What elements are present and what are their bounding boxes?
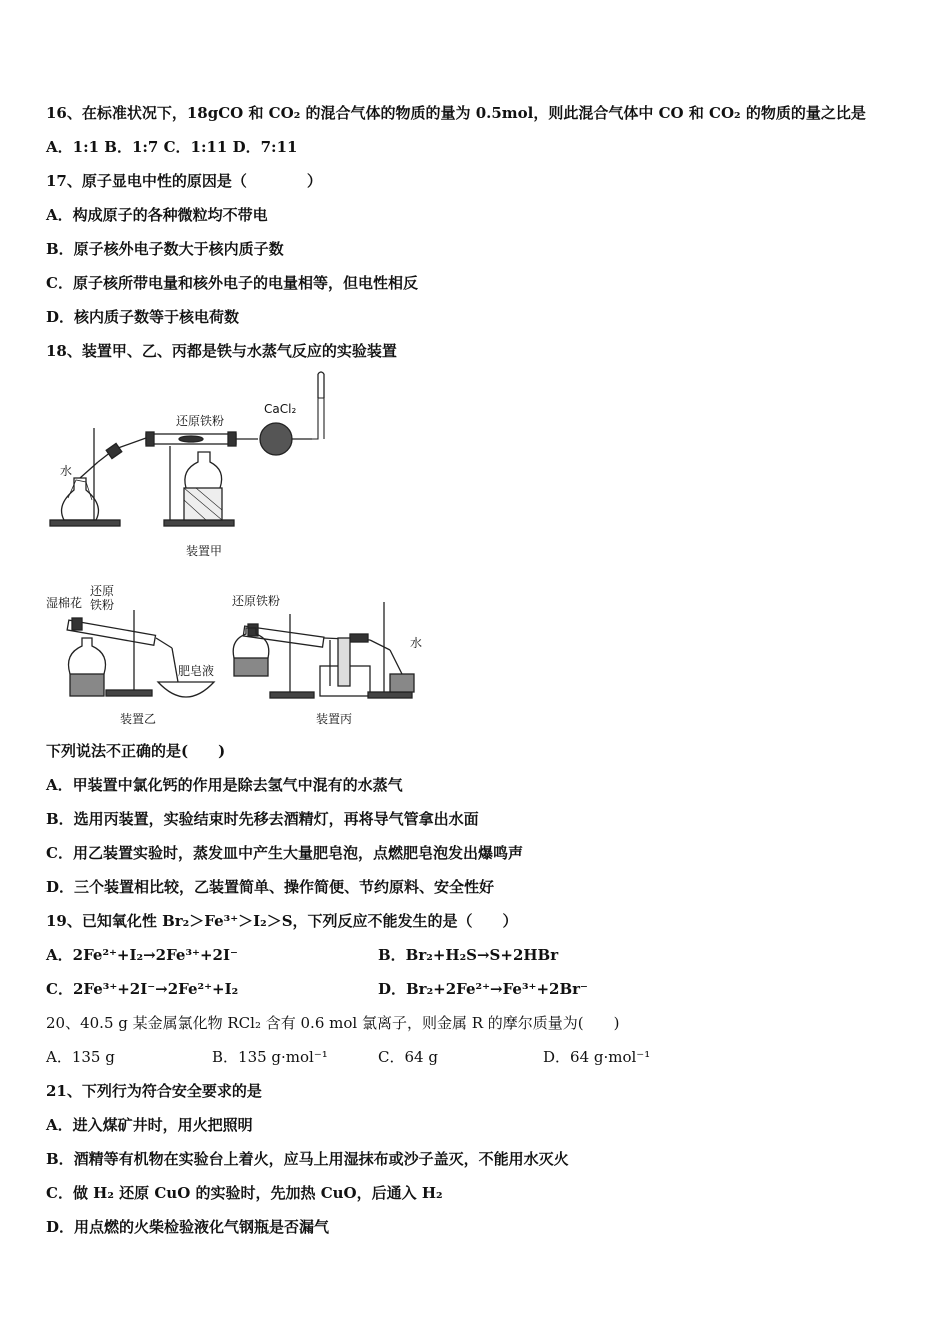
q21-stem: 21、下列行为符合安全要求的是 bbox=[46, 1082, 262, 1100]
q21-option-d: D．用点燃的火柴检验液化气钢瓶是否漏气 bbox=[46, 1218, 330, 1236]
q19-option-d: D．Br₂+2Fe²⁺→Fe³⁺+2Br⁻ bbox=[378, 980, 588, 998]
label-iron-yi-1: 还原 bbox=[90, 584, 115, 598]
q17-stem: 17、原子显电中性的原因是（ ） bbox=[46, 172, 322, 190]
q18-stem: 18、装置甲、乙、丙都是铁与水蒸气反应的实验装置 bbox=[46, 342, 397, 360]
q20-option-b: B．135 g·mol⁻¹ bbox=[212, 1048, 328, 1066]
q20-option-a: A．135 g bbox=[46, 1048, 115, 1066]
q20-stem: 20、40.5 g 某金属氯化物 RCl₂ 含有 0.6 mol 氯离子，则金属 R 的摩尔质量为( ) bbox=[46, 1014, 620, 1032]
apparatus-jia-figure bbox=[46, 370, 366, 565]
q18-option-d: D．三个装置相比较，乙装置简单、操作简便、节约原料、安全性好 bbox=[46, 878, 495, 896]
label-wet-cotton: 湿棉花 bbox=[46, 596, 83, 610]
label-iron-yi-2: 铁粉 bbox=[90, 598, 115, 612]
q20-option-c: C．64 g bbox=[378, 1048, 438, 1066]
apparatus-bing-figure bbox=[230, 590, 440, 730]
apparatus-yi-figure bbox=[46, 582, 226, 732]
q21-option-a: A．进入煤矿井时，用火把照明 bbox=[46, 1116, 253, 1134]
q18-option-c: C．用乙装置实验时，蒸发皿中产生大量肥皂泡，点燃肥皂泡发出爆鸣声 bbox=[46, 844, 523, 862]
q19-stem: 19、已知氧化性 Br₂＞Fe³⁺＞I₂＞S，下列反应不能发生的是（ ） bbox=[46, 912, 518, 930]
q18-option-a: A．甲装置中氯化钙的作用是除去氢气中混有的水蒸气 bbox=[46, 776, 403, 794]
label-water-bing: 水 bbox=[410, 636, 423, 650]
q18-question: 下列说法不正确的是( ) bbox=[46, 742, 226, 760]
q17-option-b: B．原子核外电子数大于核内质子数 bbox=[46, 240, 284, 258]
caption-bing: 装置丙 bbox=[316, 712, 353, 726]
q16-options: A．1:1 B．1:7 C．1:11 D．7:11 bbox=[46, 138, 298, 156]
label-water-jia: 水 bbox=[60, 464, 73, 478]
q19-option-c: C．2Fe³⁺+2I⁻→2Fe²⁺+I₂ bbox=[46, 980, 239, 998]
label-soap-solution: 肥皂液 bbox=[178, 664, 215, 678]
q17-option-a: A．构成原子的各种微粒均不带电 bbox=[46, 206, 268, 224]
q17-option-d: D．核内质子数等于核电荷数 bbox=[46, 308, 240, 326]
q19-option-a: A．2Fe²⁺+I₂→2Fe³⁺+2I⁻ bbox=[46, 946, 238, 964]
q17-option-c: C．原子核所带电量和核外电子的电量相等，但电性相反 bbox=[46, 274, 418, 292]
q18-option-b: B．选用丙装置，实验结束时先移去酒精灯，再将导气管拿出水面 bbox=[46, 810, 479, 828]
q16-stem: 16、在标准状况下，18gCO 和 CO₂ 的混合气体的物质的量为 0.5mol，则此混合气体中 CO 和 CO₂ 的物质的量之比是 bbox=[46, 104, 866, 122]
q21-option-b: B．酒精等有机物在实验台上着火，应马上用湿抹布或沙子盖灭，不能用水灭火 bbox=[46, 1150, 569, 1168]
caption-jia: 装置甲 bbox=[186, 544, 223, 558]
label-iron-powder-bing: 还原铁粉 bbox=[232, 594, 281, 608]
q19-option-b: B．Br₂+H₂S→S+2HBr bbox=[378, 946, 559, 964]
caption-yi: 装置乙 bbox=[120, 712, 157, 726]
q21-option-c: C．做 H₂ 还原 CuO 的实验时，先加热 CuO，后通入 H₂ bbox=[46, 1184, 443, 1202]
label-cacl2: CaCl₂ bbox=[264, 402, 297, 416]
label-iron-powder-jia: 还原铁粉 bbox=[176, 414, 225, 428]
q20-option-d: D．64 g·mol⁻¹ bbox=[543, 1048, 651, 1066]
